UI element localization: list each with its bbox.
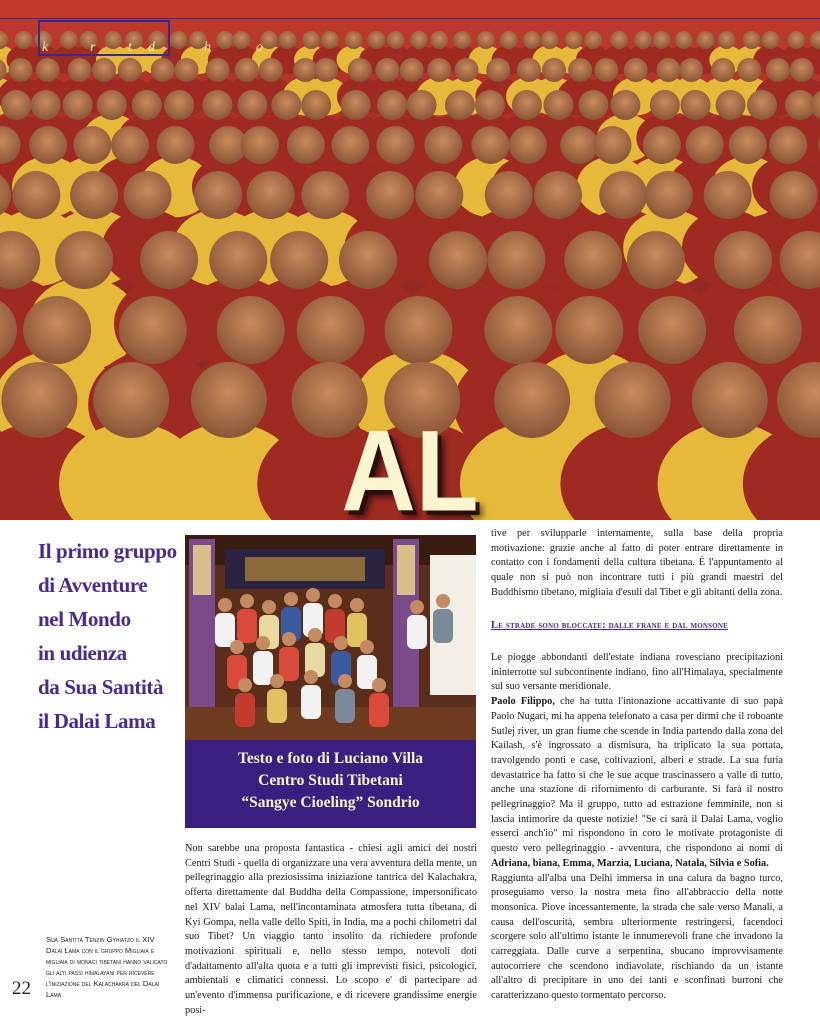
monk-head — [97, 90, 127, 120]
person-body — [369, 693, 389, 727]
tab-glyph: d — [148, 40, 155, 55]
person-head — [338, 674, 352, 688]
monk-head — [375, 58, 399, 82]
person-head — [256, 636, 270, 650]
person-body — [253, 651, 273, 685]
monk-head — [734, 296, 802, 364]
person-body — [215, 613, 235, 647]
monk-head — [341, 90, 371, 120]
monk-head — [686, 126, 724, 164]
monk-head — [339, 231, 397, 289]
monk-head — [119, 296, 187, 364]
monk-head — [704, 171, 752, 219]
monk-head — [485, 171, 533, 219]
monk-head — [387, 31, 405, 49]
monk-head — [599, 171, 647, 219]
person-body — [301, 685, 321, 719]
monk-head — [454, 58, 478, 82]
monk-head — [475, 90, 505, 120]
subhead-line: il Dalai Lama — [38, 709, 156, 733]
tab-glyph: h — [204, 40, 211, 55]
monk-head — [565, 31, 583, 49]
group-photo — [185, 535, 476, 740]
person-body — [267, 689, 287, 723]
monk-head — [429, 231, 487, 289]
body-paragraph: Le piogge abbondanti dell'estate indiana rovesciano precipitazioni ininterrotte sul subcontinente indiano, fino all'Himalaya, specialmente sul suo versante meridionale. — [491, 652, 783, 693]
monk-head — [747, 90, 777, 120]
page-number: 22 — [12, 978, 31, 999]
person-head — [230, 640, 244, 654]
monk-head — [331, 126, 369, 164]
person-head — [350, 598, 364, 612]
body-paragraph: Raggiunta all'alba una Delhi immersa in una calura da bagno turco, proseguiamo verso la nostra meta fino all'abbraccio della notte monsonica. Piove incessantemente, la strada che sale verso Manali, a causa dell'oscurità, sembra ulteriormente restringersi, facendoci scorgere solo all'ultimo istante le innumerevoli frane che invadono la carreggiata. Dalle curve a serpentina, sbucano improvvisamente autocorriere che scendono indiavolate, rischiando da un istante all'altro di precipitare in uno dei tanti e sconfinati burroni che caratterizzano questo tormentato percorso. — [491, 872, 783, 1002]
tab-glyph: r — [90, 40, 96, 55]
monk-head — [270, 231, 328, 289]
person-body — [235, 693, 255, 727]
monk-head — [151, 58, 175, 82]
monk-head — [367, 31, 385, 49]
monk-head — [716, 90, 746, 120]
monk-head — [761, 31, 779, 49]
photo-credit-box — [185, 740, 476, 828]
monk-head — [542, 58, 566, 82]
monk-head — [55, 231, 113, 289]
monk-head — [247, 171, 295, 219]
monk-head — [634, 31, 652, 49]
monk-head — [321, 31, 339, 49]
person-head — [360, 640, 374, 654]
monk-head — [1, 90, 31, 120]
monk-head — [594, 126, 632, 164]
group-photo-illustration — [185, 535, 476, 740]
monk-head — [594, 58, 618, 82]
monk-head — [541, 31, 559, 49]
subhead-line: nel Mondo — [38, 607, 131, 631]
person-head — [328, 594, 342, 608]
monk-head — [679, 58, 703, 82]
monk-head — [194, 171, 242, 219]
monk-head — [345, 31, 363, 49]
monk-head — [410, 31, 428, 49]
monk-head — [471, 126, 509, 164]
monk-head — [241, 126, 279, 164]
tab-glyph: a — [256, 40, 263, 55]
monk-head — [287, 126, 325, 164]
subhead-line: Il primo gruppo — [38, 539, 177, 563]
monk-head — [509, 126, 547, 164]
monk-head — [785, 90, 815, 120]
monk-head — [486, 58, 510, 82]
monk-head — [407, 90, 437, 120]
monk-head — [169, 31, 187, 49]
monk-head — [157, 126, 195, 164]
monk-head — [293, 58, 317, 82]
monk-head — [15, 31, 33, 49]
monk-head — [415, 171, 463, 219]
monk-head — [23, 296, 91, 364]
monk-head — [534, 171, 582, 219]
monk-head — [610, 31, 628, 49]
monk-head — [366, 171, 414, 219]
monk-head — [175, 58, 199, 82]
monk-head — [140, 231, 198, 289]
monk-head — [711, 58, 735, 82]
monk-head — [645, 171, 693, 219]
monk-head — [697, 31, 715, 49]
monk-head — [384, 296, 452, 364]
monk-head — [232, 31, 250, 49]
monk-head — [766, 58, 790, 82]
monk-head — [424, 126, 462, 164]
monk-head — [430, 31, 448, 49]
person-body — [237, 609, 257, 643]
person-head — [334, 636, 348, 650]
monk-head — [584, 31, 602, 49]
monk-head — [92, 58, 116, 82]
monk-head — [650, 90, 680, 120]
monk-head — [717, 31, 735, 49]
body-paragraph — [491, 695, 783, 871]
monk-head — [302, 31, 320, 49]
header-rule — [0, 18, 820, 19]
photo-caption: Sua Santità Tenzin Gyhiatzo il XIV Dalai Lama con il gruppo Migliaia e migliaia di monaci tibetani hanno valicato gli alti passi himalayani per ricevere l'iniziazione del Kalachakra del Dalai Lama — [46, 935, 168, 999]
subhead-line: in udienza — [38, 641, 127, 665]
monk-head — [729, 126, 767, 164]
monk-head — [301, 90, 331, 120]
monk-head — [70, 171, 118, 219]
monk-head — [68, 58, 92, 82]
person-head — [410, 600, 424, 614]
section-heading: Le strade sono bloccate: dalle frane e dal monsone — [491, 620, 729, 631]
participant-names: Adriana, biana, Emma, Marzia, Luciana, Natala, Silvia e Sofia. — [491, 857, 769, 869]
person-head — [240, 594, 254, 608]
body-text: che ha tutta l'intonazione accattivante di suo papà Paolo Nugari, mi ha appena telefonato a casa per dirmi che il roboante Sutlej river, un gran fiume che scende in India partendo dalla zona del Kailash, s'è ingrossato a dismisura, ha triplicato la sua portata, travolgendo ponti e case, coltivazioni, alberi e strade. La sua furia devastatrice ha fatto sì che le sue acque trascinassero a valle di tutto, anche una stazione di rifornimento di carburante. Si farà il nostro pellegrinaggio? Ma il gruppo, tutto ad estrazione femminile, non si lascia intimorire da queste notizie! "Se ci sarà il Dalai Lama, voglio esserci anch'io" mi rispondono in coro le motivate protagoniste di questo vero pellegrinaggio - avventura, che rispondono ai nomi di — [491, 696, 784, 855]
person-head — [436, 594, 450, 608]
monk-head — [477, 31, 495, 49]
monk-head — [278, 31, 296, 49]
subhead-line: di Avventure — [38, 573, 148, 597]
person-head — [308, 628, 322, 642]
monk-head — [73, 126, 111, 164]
person-body — [433, 609, 453, 643]
monk-head — [111, 126, 149, 164]
tab-glyph: k — [42, 40, 49, 55]
monk-head — [653, 31, 671, 49]
monk-head — [132, 90, 162, 120]
monk-head — [63, 90, 93, 120]
monk-head — [427, 58, 451, 82]
tab-glyph: t — [128, 40, 132, 55]
person-head — [306, 588, 320, 602]
person-head — [218, 598, 232, 612]
person-body — [407, 615, 427, 649]
monk-head — [555, 296, 623, 364]
monk-head — [568, 58, 592, 82]
monk-head — [216, 31, 234, 49]
person-head — [304, 670, 318, 684]
article-subhead — [38, 534, 178, 738]
monk-head — [0, 31, 8, 49]
monk-head — [743, 31, 761, 49]
monk-head — [206, 58, 230, 82]
monk-head — [31, 90, 61, 120]
monk-head — [29, 126, 67, 164]
monk-head — [512, 90, 542, 120]
monk-head — [9, 58, 33, 82]
monk-head — [487, 231, 545, 289]
subhead-line: da Sua Santità — [38, 675, 164, 699]
monk-head — [235, 58, 259, 82]
author-name: Paolo Filippo, — [491, 696, 555, 708]
monk-head — [517, 58, 541, 82]
person-head — [284, 592, 298, 606]
monk-head — [656, 58, 680, 82]
monk-head — [484, 296, 552, 364]
monk-head — [259, 58, 283, 82]
monk-head — [675, 31, 693, 49]
monk-head — [610, 90, 640, 120]
monk-head — [638, 296, 706, 364]
monk-head — [624, 58, 648, 82]
monk-head — [810, 31, 820, 49]
monk-head — [681, 90, 711, 120]
monk-head — [627, 231, 685, 289]
monk-head — [297, 296, 365, 364]
monk-head — [12, 171, 60, 219]
monk-head — [202, 90, 232, 120]
monk-head — [769, 126, 807, 164]
credit-line: “Sangye Cioeling” Sondrio — [241, 794, 420, 811]
monk-head — [400, 58, 424, 82]
article-headline: AL — [341, 406, 479, 520]
monk-head — [543, 90, 573, 120]
credit-line: Testo e foto di Luciano Villa — [237, 750, 424, 767]
monk-head — [314, 58, 338, 82]
person-head — [238, 678, 252, 692]
monk-head — [500, 31, 518, 49]
body-main-text — [491, 651, 783, 1004]
monk-head — [237, 90, 267, 120]
body-intro-paragraph: Non sarebbe una proposta fantastica - chiesi agli amici dei nostri Centri Studi - quella di organizzare una vera avventura della mente, un pellegrinaggio alla preziosissima iniziazione tantrica del Kalachakra, offerta direttamente dal Buddha della Compassione, impersonificato nel XIV balai Lama, nell'incontaminata atmosfera tutta tibetana, di Kyi Gompa, nella valle dello Spiti, in India, ma a pochi chilometri dal suo Tibet? Un viaggio tanto insolito da richiedere profonde motivazioni spirituali e, nello stesso tempo, notevoli doti d'adattamento all'alta quota e a tutti gli imprevisti fisici, psicologici, ambientali e climatici connessi. Lo scopo e' di partecipare ad un'evento d'immensa purificazione, e di ricevere grandissime energie posi- — [185, 843, 477, 1016]
monk-head — [737, 58, 761, 82]
person-body — [335, 689, 355, 723]
monk-head — [271, 90, 301, 120]
monk-head — [578, 90, 608, 120]
monk-head — [348, 58, 372, 82]
monk-head — [523, 31, 541, 49]
monk-head — [301, 171, 349, 219]
credit-line: Centro Studi Tibetani — [258, 772, 403, 789]
monk-head — [790, 58, 814, 82]
person-head — [372, 678, 386, 692]
person-body — [279, 647, 299, 681]
monk-head — [36, 58, 60, 82]
monk-head — [124, 171, 172, 219]
monk-head — [564, 231, 622, 289]
monk-head — [118, 58, 142, 82]
person-head — [282, 632, 296, 646]
monk-head — [770, 171, 818, 219]
monk-head — [643, 126, 681, 164]
monk-head — [445, 90, 475, 120]
monk-head — [787, 31, 805, 49]
monk-head — [376, 126, 414, 164]
person-head — [262, 600, 276, 614]
monk-head — [217, 296, 285, 364]
monk-head — [560, 126, 598, 164]
body-continued-paragraph: tive per svilupparle internamente, sulla base della propria motivazione: grazie anche al fatto di poter entrare direttamente in contatto con i fondamenti della cultura tibetana. È l'appuntamento al quale non si può non incontrare tutti i più grandi maestri del Buddhismo tibetano, migliaia d'esuli dal Tibet e gli abitanti della zona. — [491, 528, 783, 598]
monk-head — [209, 231, 267, 289]
person-head — [270, 674, 284, 688]
monk-head — [164, 90, 194, 120]
monk-head — [714, 231, 772, 289]
monk-head — [453, 31, 471, 49]
monk-head — [377, 90, 407, 120]
